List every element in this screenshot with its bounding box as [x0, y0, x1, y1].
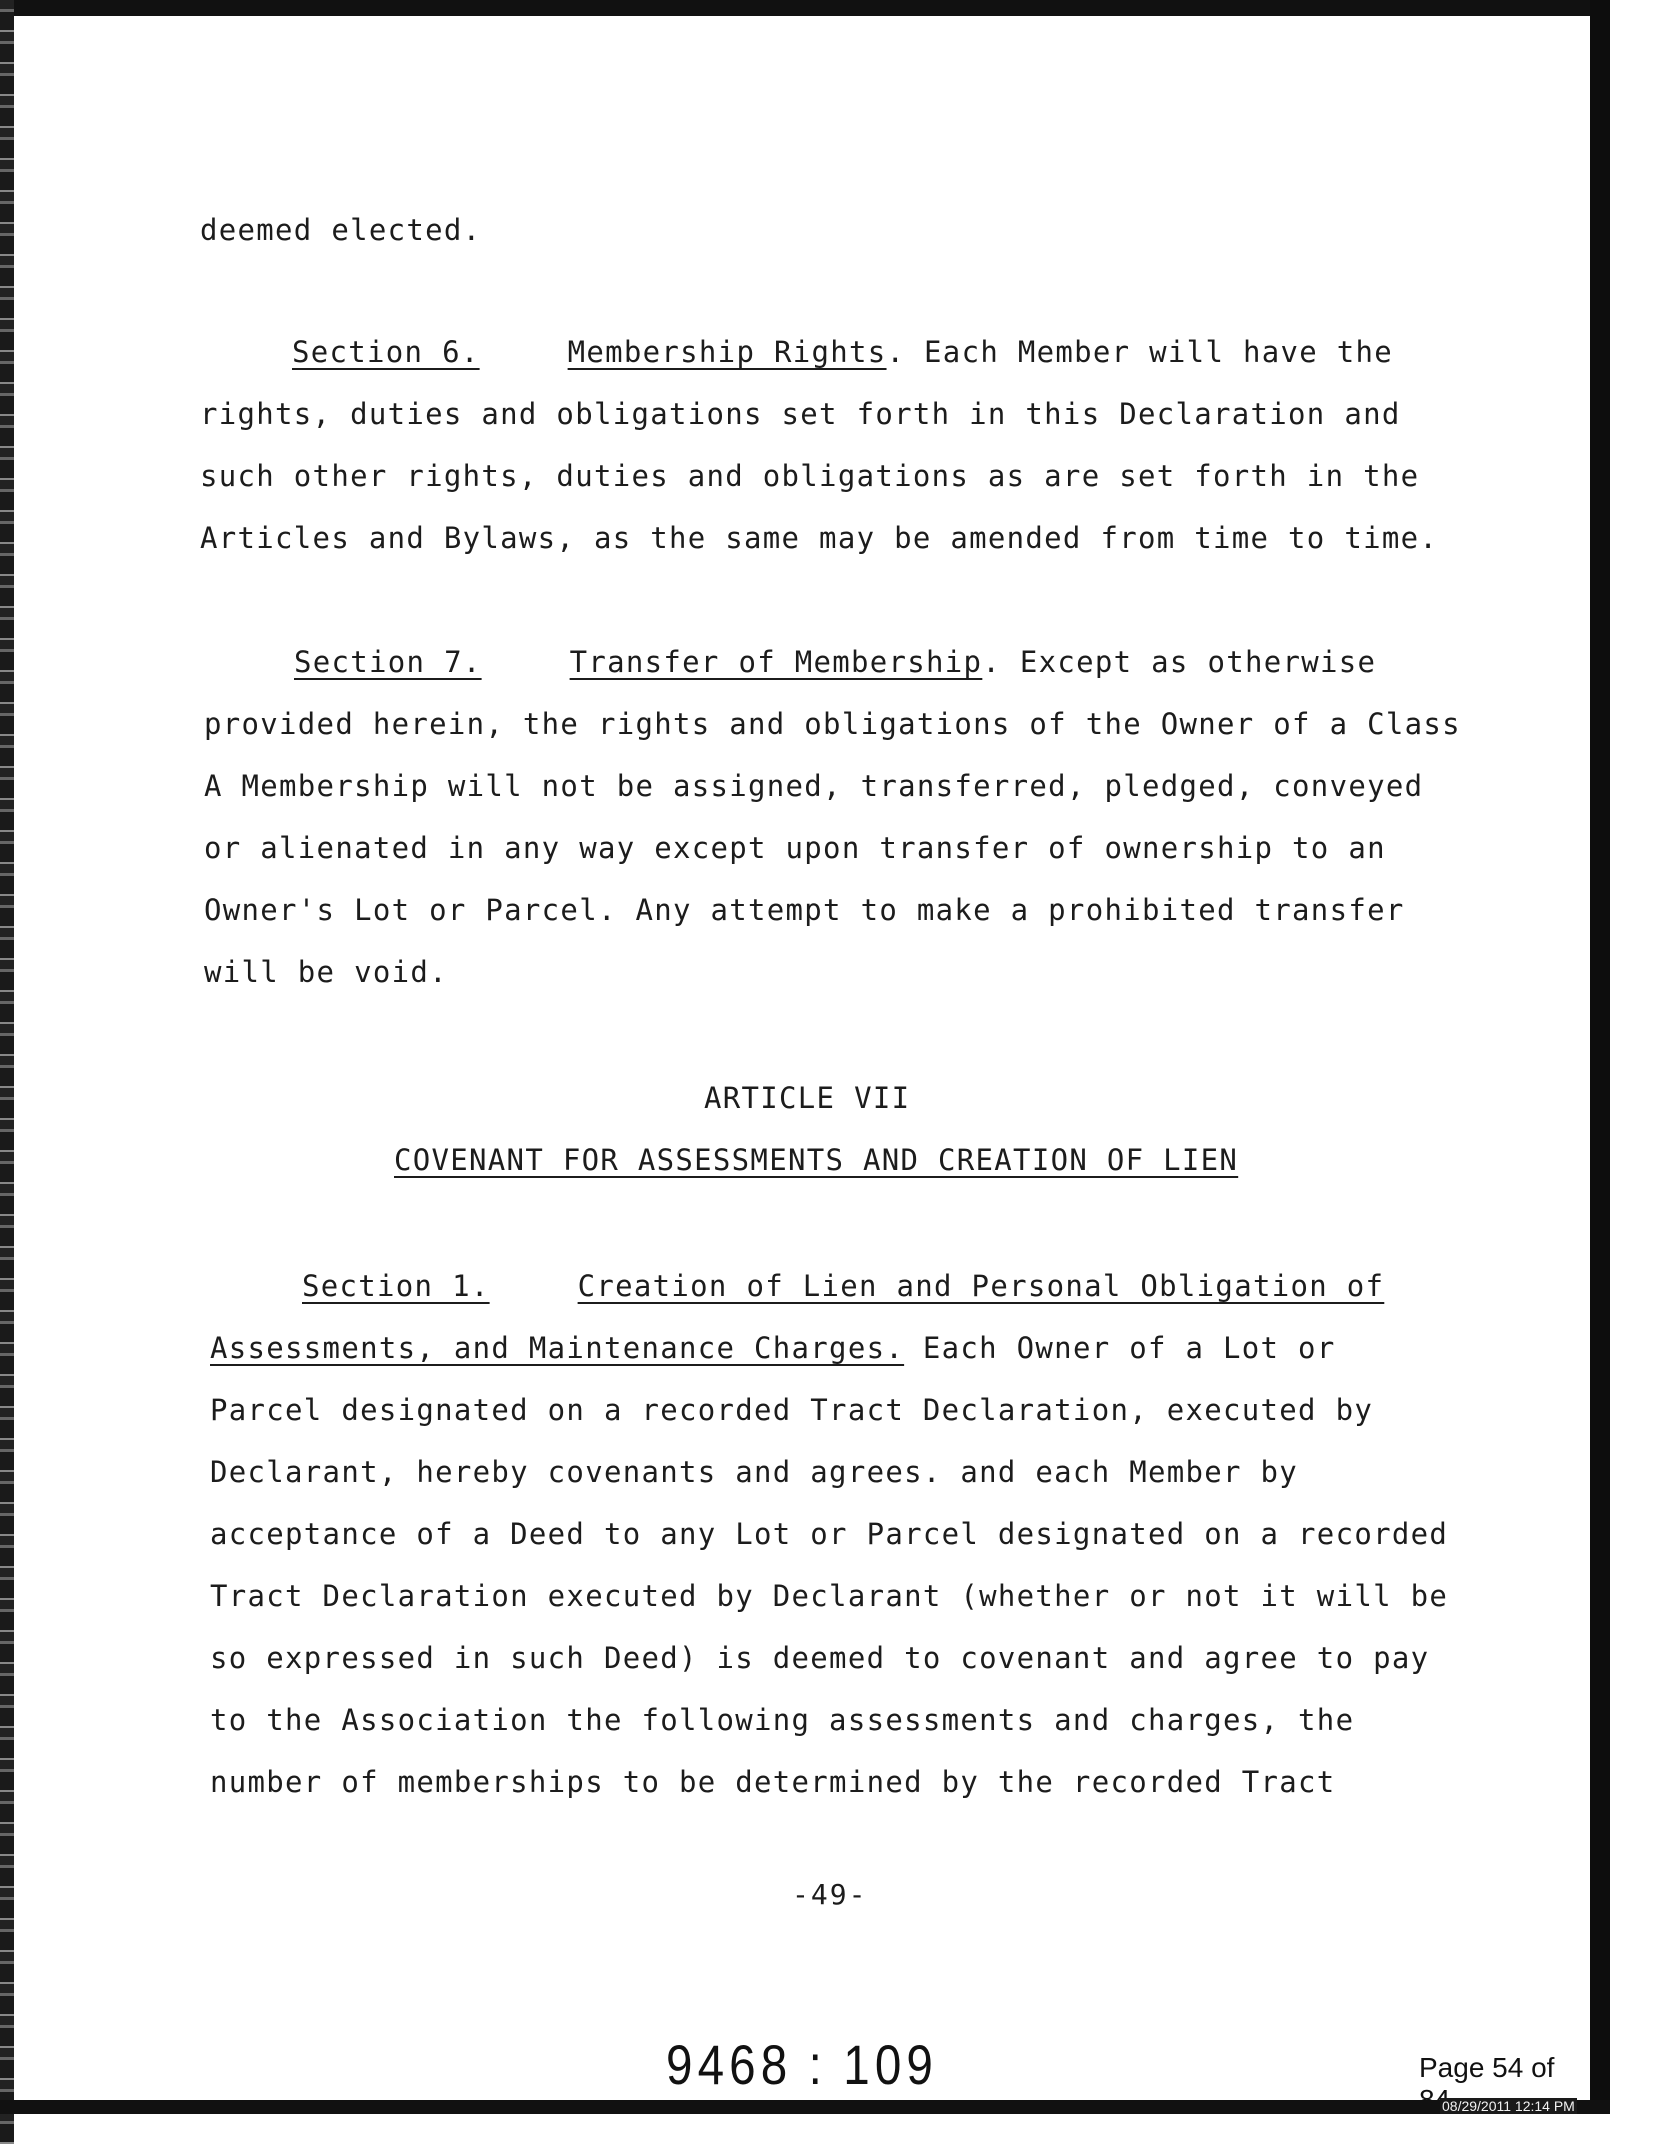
section-6-line-3: such other rights, duties and obligations as are set forth in the — [200, 459, 1420, 493]
section-6-heading-line — [292, 335, 1394, 369]
scan-border-right — [1590, 0, 1610, 2110]
recording-separator: : — [808, 2033, 827, 2096]
section-7-line-6: will be void. — [204, 955, 448, 989]
recording-page: 109 — [843, 2033, 939, 2096]
section-1-label: Section 1. — [302, 1269, 490, 1303]
opening-line: deemed elected. — [200, 213, 482, 247]
section-6-label: Section 6. — [292, 335, 480, 369]
section-1-heading-line — [302, 1269, 1385, 1303]
page-number: -49- — [792, 1878, 868, 1911]
section-1-line-3: Declarant, hereby covenants and agrees. and each Member by — [210, 1455, 1299, 1489]
recording-book: 9468 — [666, 2033, 793, 2096]
right-margin — [1610, 0, 1664, 2144]
section-7-line-3: A Membership will not be assigned, transferred, pledged, conveyed — [204, 769, 1424, 803]
section-7-label: Section 7. — [294, 645, 482, 679]
section-6-line-1: . Each Member will have the — [886, 335, 1394, 369]
scan-border-bottom — [0, 2100, 1610, 2114]
section-7-line-4: or alienated in any way except upon transfer of ownership to an — [204, 831, 1386, 865]
scan-border-left — [0, 0, 14, 2144]
section-7-line-5: Owner's Lot or Parcel. Any attempt to make a prohibited transfer — [204, 893, 1405, 927]
section-1-line-5: Tract Declaration executed by Declarant (whether or not it will be — [210, 1579, 1449, 1613]
article-number: ARTICLE VII — [704, 1081, 911, 1115]
section-1-line-6: so expressed in such Deed) is deemed to covenant and agree to pay — [210, 1641, 1430, 1675]
section-6-title: Membership Rights — [567, 335, 887, 369]
section-1-title-line-1: Creation of Lien and Personal Obligation of — [577, 1269, 1385, 1303]
section-1-title-line-2: Assessments, and Maintenance Charges. — [210, 1331, 905, 1365]
page-counter: Page 54 of — [1419, 2052, 1555, 2083]
section-7-title: Transfer of Membership — [569, 645, 983, 679]
scan-timestamp: 08/29/2011 12:14 PM — [1442, 2098, 1575, 2114]
section-1-title-line-2-row — [210, 1331, 1336, 1365]
scan-border-top — [0, 0, 1600, 16]
article-title: COVENANT FOR ASSESSMENTS AND CREATION OF LIEN — [394, 1143, 1239, 1177]
section-6-line-2: rights, duties and obligations set forth in this Declaration and — [200, 397, 1401, 431]
recording-stamp — [666, 2032, 938, 2097]
bottom-margin — [0, 2114, 1664, 2144]
section-1-line-2: Parcel designated on a recorded Tract Declaration, executed by — [210, 1393, 1374, 1427]
section-1-line-1: Each Owner of a Lot or — [904, 1331, 1336, 1365]
section-7-line-2: provided herein, the rights and obligations of the Owner of a Class — [204, 707, 1461, 741]
section-7-line-1: . Except as otherwise — [982, 645, 1377, 679]
section-1-line-7: to the Association the following assessments and charges, the — [210, 1703, 1355, 1737]
section-7-heading-line — [294, 645, 1377, 679]
section-1-line-8: number of memberships to be determined by the recorded Tract — [210, 1765, 1336, 1799]
section-1-line-4: acceptance of a Deed to any Lot or Parcel designated on a recorded — [210, 1517, 1449, 1551]
section-6-line-4: Articles and Bylaws, as the same may be amended from time to time. — [200, 521, 1439, 555]
scanned-page — [14, 16, 1590, 2100]
